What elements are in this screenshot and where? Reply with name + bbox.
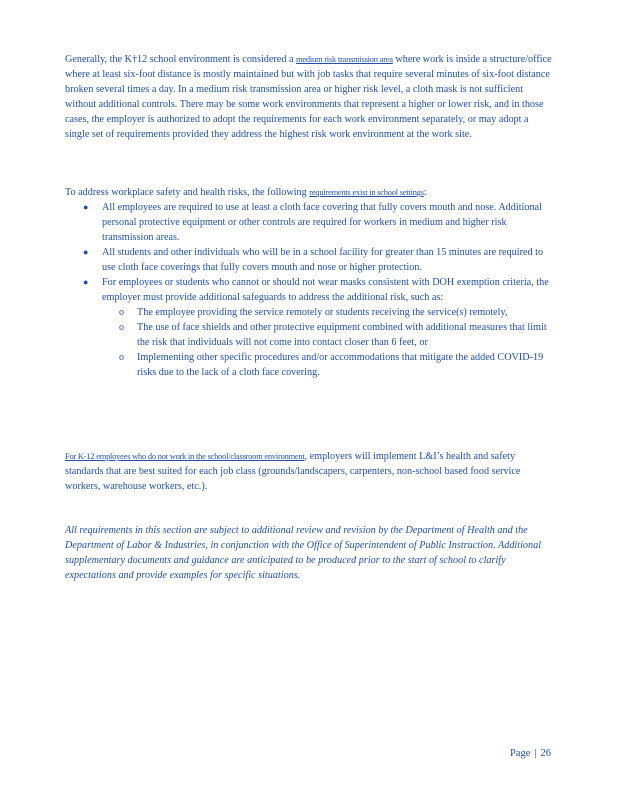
safeguards-sub-list: [102, 305, 555, 380]
bullet-icon: ●: [83, 202, 89, 212]
page-footer: [510, 748, 551, 759]
list-item: [65, 245, 555, 275]
circle-bullet-icon: o: [119, 307, 124, 318]
sub-list-item-text: The employee providing the service remotely or students receiving the service(s) remotely,: [137, 307, 508, 318]
medium-risk-link[interactable]: medium risk transmission area: [296, 55, 393, 64]
requirements-list: [65, 200, 555, 380]
paragraph-non-classroom: [65, 449, 555, 494]
paragraph-review-note: All requirements in this section are subject to additional review and revision by the Department of Health and the Department of Labor & Industries, in conjunction with the Office of Superintendent of Public Instruction. Additional supplementary documents and guidance are anticipated to be produced prior to the start of school to clarify expectations and provide examples for specific situations.: [65, 525, 542, 581]
non-classroom-text: , employers will implement L&I’s health and safety standards that are best suited for each job class (grounds/landscapers, carpenters, non-school based food service workers, warehouse workers, etc.).: [65, 451, 521, 492]
sub-list-item: [102, 305, 555, 320]
requirements-intro-colon: :: [423, 187, 427, 198]
paragraph-risk-level: [65, 52, 555, 142]
list-item: [65, 275, 555, 305]
paragraph-risk-level-intro: Generally, the K†12 school environment is considered a: [65, 54, 294, 65]
non-classroom-employees-link[interactable]: For K‐12 employees who do not work in the school/classroom environment: [65, 452, 305, 461]
bullet-icon: ●: [83, 247, 89, 257]
sub-list-item-text: Implementing other specific procedures and/or accommodations that mitigate the added COVID-19 risks due to the lack of a cloth face covering.: [137, 352, 544, 378]
list-item-text: All employees are required to use at least a cloth face covering that fully covers mouth and nose. Additional personal protective equipment or other controls are required for workers in medium and higher risk transmission areas.: [102, 202, 542, 243]
list-item-text: All students and other individuals who will be in a school facility for greater than 15 minutes are required to use cloth face coverings that fully covers mouth and nose or higher protection.: [102, 247, 544, 273]
sub-list-item: [102, 350, 555, 380]
school-settings-link[interactable]: requirements exist in school settings: [309, 188, 424, 197]
circle-bullet-icon: o: [119, 322, 124, 333]
paragraph-risk-level-body: where work is inside a structure/office where at least six-foot distance is mostly maintained but with job tasks that require several minutes of six-foot distance broken several times a day. In a medium risk transmission area or higher risk level, a cloth mask is not sufficient without additional controls. There may be some work environments that represent a higher or lower risk, and in those cases, the employer is authorized to adopt the requirements for each work environment separately, or may adopt a single set of requirements provided they address the highest risk work environment at the work site.: [65, 54, 552, 140]
sub-list-item-text: The use of face shields and other protective equipment combined with additional measures that limit the risk that individuals will not come into contact closer than 6 feet, or: [137, 322, 547, 348]
footer-separator: |: [534, 748, 537, 759]
page-number: 26: [540, 748, 551, 759]
circle-bullet-icon: o: [119, 352, 124, 363]
paragraph-requirements-intro: [65, 185, 555, 200]
sub-list-item: [102, 320, 555, 350]
list-item: [65, 200, 555, 245]
bullet-icon: ●: [83, 277, 89, 287]
requirements-intro-text: To address workplace safety and health risks, the following: [65, 187, 310, 198]
page-label: Page: [509, 748, 531, 759]
list-item-text: For employees or students who cannot or should not wear masks consistent with DOH exemption criteria, the employer must provide additional safeguards to address the additional risk, such as:: [102, 277, 549, 303]
